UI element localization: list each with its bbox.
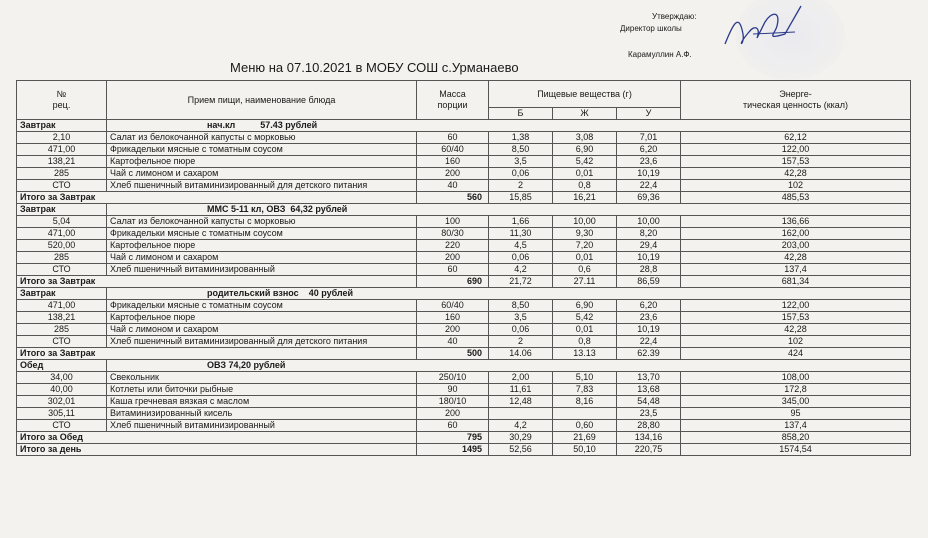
recipe-number: 5,04: [17, 216, 107, 228]
fat-value: 0,8: [553, 336, 617, 348]
total-mass: 560: [417, 192, 489, 204]
dish-name: Чай с лимоном и сахаром: [107, 168, 417, 180]
recipe-number: 520,00: [17, 240, 107, 252]
header-rec: № рец.: [17, 81, 107, 120]
recipe-number: СТО: [17, 180, 107, 192]
portion-mass: 200: [417, 408, 489, 420]
recipe-number: СТО: [17, 336, 107, 348]
recipe-number: 471,00: [17, 144, 107, 156]
carbs-value: 8,20: [617, 228, 681, 240]
fat-value: 0,8: [553, 180, 617, 192]
portion-mass: 200: [417, 168, 489, 180]
header-energy: Энерге- тическая ценность (ккал): [681, 81, 911, 120]
portion-mass: 200: [417, 252, 489, 264]
energy-value: 62,12: [681, 132, 911, 144]
approve-label: Утверждаю:: [652, 12, 697, 21]
total-fat: 21,69: [553, 432, 617, 444]
header-protein: Б: [489, 108, 553, 120]
dish-name: Хлеб пшеничный витаминизированный для детского питания: [107, 180, 417, 192]
energy-value: 137,4: [681, 420, 911, 432]
energy-value: 42,28: [681, 324, 911, 336]
table-row: [17, 420, 911, 432]
carbs-value: 13,70: [617, 372, 681, 384]
signature-icon: [705, 4, 805, 59]
total-protein: 15,85: [489, 192, 553, 204]
total-row: [17, 276, 911, 288]
table-row: [17, 312, 911, 324]
recipe-number: 302,01: [17, 396, 107, 408]
portion-mass: 60: [417, 132, 489, 144]
total-energy: 424: [681, 348, 911, 360]
energy-value: 122,00: [681, 300, 911, 312]
carbs-value: 23,6: [617, 312, 681, 324]
carbs-value: 10,19: [617, 324, 681, 336]
energy-value: 136,66: [681, 216, 911, 228]
protein-value: 0,06: [489, 324, 553, 336]
meal-note: нач.кл 57.43 рублей: [107, 120, 911, 132]
protein-value: 4,5: [489, 240, 553, 252]
portion-mass: 80/30: [417, 228, 489, 240]
portion-mass: 200: [417, 324, 489, 336]
energy-value: 157,53: [681, 312, 911, 324]
total-label: Итого за Завтрак: [17, 192, 417, 204]
portion-mass: 40: [417, 180, 489, 192]
protein-value: 4,2: [489, 420, 553, 432]
energy-value: 137,4: [681, 264, 911, 276]
total-protein: 21,72: [489, 276, 553, 288]
header-mass: Масса порции: [417, 81, 489, 120]
table-row: [17, 240, 911, 252]
protein-value: 11,30: [489, 228, 553, 240]
energy-value: 108,00: [681, 372, 911, 384]
recipe-number: 138,21: [17, 156, 107, 168]
dish-name: Чай с лимоном и сахаром: [107, 252, 417, 264]
recipe-number: 138,21: [17, 312, 107, 324]
table-row: [17, 228, 911, 240]
recipe-number: 285: [17, 324, 107, 336]
recipe-number: 34,00: [17, 372, 107, 384]
dish-name: Салат из белокочанной капусты с морковью: [107, 132, 417, 144]
meal-note: ОВЗ 74,20 рублей: [107, 360, 911, 372]
carbs-value: 22,4: [617, 180, 681, 192]
carbs-value: 10,00: [617, 216, 681, 228]
protein-value: 3,5: [489, 156, 553, 168]
energy-value: 345,00: [681, 396, 911, 408]
fat-value: 0,6: [553, 264, 617, 276]
energy-value: 203,00: [681, 240, 911, 252]
total-energy: 858,20: [681, 432, 911, 444]
carbs-value: 6,20: [617, 144, 681, 156]
recipe-number: 471,00: [17, 228, 107, 240]
fat-value: 5,42: [553, 312, 617, 324]
table-row: [17, 384, 911, 396]
carbs-value: 6,20: [617, 300, 681, 312]
protein-value: 1,66: [489, 216, 553, 228]
total-mass: 690: [417, 276, 489, 288]
portion-mass: 100: [417, 216, 489, 228]
day-total-protein: 52,56: [489, 444, 553, 456]
fat-value: 10,00: [553, 216, 617, 228]
dish-name: Картофельное пюре: [107, 312, 417, 324]
total-fat: 27.11: [553, 276, 617, 288]
energy-value: 172,8: [681, 384, 911, 396]
dish-name: Фрикадельки мясные с томатным соусом: [107, 144, 417, 156]
energy-value: 162,00: [681, 228, 911, 240]
dish-name: Хлеб пшеничный витаминизированный для детского питания: [107, 336, 417, 348]
section-header-row: [17, 360, 911, 372]
carbs-value: 7,01: [617, 132, 681, 144]
meal-name: Обед: [17, 360, 107, 372]
table-row: [17, 300, 911, 312]
energy-value: 102: [681, 180, 911, 192]
total-mass: 500: [417, 348, 489, 360]
protein-value: 2: [489, 336, 553, 348]
recipe-number: 285: [17, 168, 107, 180]
total-carbs: 62.39: [617, 348, 681, 360]
recipe-number: СТО: [17, 420, 107, 432]
carbs-value: 28,80: [617, 420, 681, 432]
recipe-number: 305,11: [17, 408, 107, 420]
total-protein: 14.06: [489, 348, 553, 360]
carbs-value: 23,6: [617, 156, 681, 168]
fat-value: 7,83: [553, 384, 617, 396]
meal-note: ММС 5-11 кл, ОВЗ 64,32 рублей: [107, 204, 911, 216]
total-row: [17, 432, 911, 444]
total-carbs: 69,36: [617, 192, 681, 204]
carbs-value: 29,4: [617, 240, 681, 252]
protein-value: 12,48: [489, 396, 553, 408]
meal-name: Завтрак: [17, 288, 107, 300]
dish-name: Хлеб пшеничный витаминизированный: [107, 420, 417, 432]
table-row: [17, 372, 911, 384]
dish-name: Витаминизированный кисель: [107, 408, 417, 420]
director-name: Карамуллин А.Ф.: [628, 50, 692, 59]
table-row: [17, 336, 911, 348]
portion-mass: 60/40: [417, 300, 489, 312]
fat-value: 8,16: [553, 396, 617, 408]
page-title: Меню на 07.10.2021 в МОБУ СОШ с.Урманаево: [230, 60, 519, 75]
fat-value: 6,90: [553, 144, 617, 156]
dish-name: Картофельное пюре: [107, 240, 417, 252]
fat-value: 5,10: [553, 372, 617, 384]
portion-mass: 60/40: [417, 144, 489, 156]
section-header-row: [17, 120, 911, 132]
meal-name: Завтрак: [17, 204, 107, 216]
day-total-energy: 1574,54: [681, 444, 911, 456]
table-row: [17, 156, 911, 168]
energy-value: 102: [681, 336, 911, 348]
fat-value: 3,08: [553, 132, 617, 144]
dish-name: Каша гречневая вязкая с маслом: [107, 396, 417, 408]
total-carbs: 86,59: [617, 276, 681, 288]
header-fat: Ж: [553, 108, 617, 120]
portion-mass: 160: [417, 312, 489, 324]
protein-value: [489, 408, 553, 420]
total-label: Итого за Завтрак: [17, 276, 417, 288]
recipe-number: 2,10: [17, 132, 107, 144]
portion-mass: 40: [417, 336, 489, 348]
fat-value: 0,60: [553, 420, 617, 432]
fat-value: 5,42: [553, 156, 617, 168]
total-label: Итого за Завтрак: [17, 348, 417, 360]
energy-value: 42,28: [681, 168, 911, 180]
total-protein: 30,29: [489, 432, 553, 444]
carbs-value: 28,8: [617, 264, 681, 276]
carbs-value: 23,5: [617, 408, 681, 420]
total-row: [17, 348, 911, 360]
total-label: Итого за Обед: [17, 432, 417, 444]
fat-value: 0,01: [553, 324, 617, 336]
section-header-row: [17, 288, 911, 300]
total-fat: 13.13: [553, 348, 617, 360]
protein-value: 2: [489, 180, 553, 192]
header-dish: Прием пищи, наименование блюда: [107, 81, 417, 120]
day-total-fat: 50,10: [553, 444, 617, 456]
fat-value: 7,20: [553, 240, 617, 252]
fat-value: 0,01: [553, 168, 617, 180]
recipe-number: 40,00: [17, 384, 107, 396]
protein-value: 0,06: [489, 168, 553, 180]
table-row: [17, 252, 911, 264]
energy-value: 122,00: [681, 144, 911, 156]
recipe-number: 285: [17, 252, 107, 264]
table-row: [17, 144, 911, 156]
table-row: [17, 132, 911, 144]
dish-name: Фрикадельки мясные с томатным соусом: [107, 300, 417, 312]
total-carbs: 134,16: [617, 432, 681, 444]
protein-value: 1,38: [489, 132, 553, 144]
portion-mass: 60: [417, 420, 489, 432]
dish-name: Картофельное пюре: [107, 156, 417, 168]
energy-value: 42,28: [681, 252, 911, 264]
energy-value: 157,53: [681, 156, 911, 168]
table-row: [17, 324, 911, 336]
table-row: [17, 264, 911, 276]
table-row: [17, 216, 911, 228]
header-carbs: У: [617, 108, 681, 120]
energy-value: 95: [681, 408, 911, 420]
table-row: [17, 408, 911, 420]
section-header-row: [17, 204, 911, 216]
dish-name: Свекольник: [107, 372, 417, 384]
carbs-value: 10,19: [617, 168, 681, 180]
protein-value: 8,50: [489, 300, 553, 312]
carbs-value: 54,48: [617, 396, 681, 408]
total-energy: 681,34: [681, 276, 911, 288]
table-row: [17, 396, 911, 408]
day-total-label: Итого за день: [17, 444, 417, 456]
dish-name: Хлеб пшеничный витаминизированный: [107, 264, 417, 276]
dish-name: Салат из белокочанной капусты с морковью: [107, 216, 417, 228]
fat-value: [553, 408, 617, 420]
carbs-value: 13,68: [617, 384, 681, 396]
portion-mass: 220: [417, 240, 489, 252]
protein-value: 3,5: [489, 312, 553, 324]
header-nutrients: Пищевые вещества (г): [489, 81, 681, 108]
protein-value: 0,06: [489, 252, 553, 264]
recipe-number: 471,00: [17, 300, 107, 312]
dish-name: Фрикадельки мясные с томатным соусом: [107, 228, 417, 240]
protein-value: 8,50: [489, 144, 553, 156]
fat-value: 6,90: [553, 300, 617, 312]
meal-note: родительский взнос 40 рублей: [107, 288, 911, 300]
protein-value: 11,61: [489, 384, 553, 396]
director-title: Директор школы: [620, 24, 682, 33]
protein-value: 4,2: [489, 264, 553, 276]
portion-mass: 90: [417, 384, 489, 396]
portion-mass: 160: [417, 156, 489, 168]
menu-table: [16, 80, 911, 456]
portion-mass: 60: [417, 264, 489, 276]
carbs-value: 22,4: [617, 336, 681, 348]
day-total-carbs: 220,75: [617, 444, 681, 456]
fat-value: 9,30: [553, 228, 617, 240]
total-energy: 485,53: [681, 192, 911, 204]
dish-name: Котлеты или биточки рыбные: [107, 384, 417, 396]
day-total-row: [17, 444, 911, 456]
table-row: [17, 180, 911, 192]
day-total-mass: 1495: [417, 444, 489, 456]
recipe-number: СТО: [17, 264, 107, 276]
dish-name: Чай с лимоном и сахаром: [107, 324, 417, 336]
total-mass: 795: [417, 432, 489, 444]
portion-mass: 250/10: [417, 372, 489, 384]
meal-name: Завтрак: [17, 120, 107, 132]
protein-value: 2,00: [489, 372, 553, 384]
table-row: [17, 168, 911, 180]
portion-mass: 180/10: [417, 396, 489, 408]
total-fat: 16,21: [553, 192, 617, 204]
total-row: [17, 192, 911, 204]
carbs-value: 10,19: [617, 252, 681, 264]
fat-value: 0,01: [553, 252, 617, 264]
